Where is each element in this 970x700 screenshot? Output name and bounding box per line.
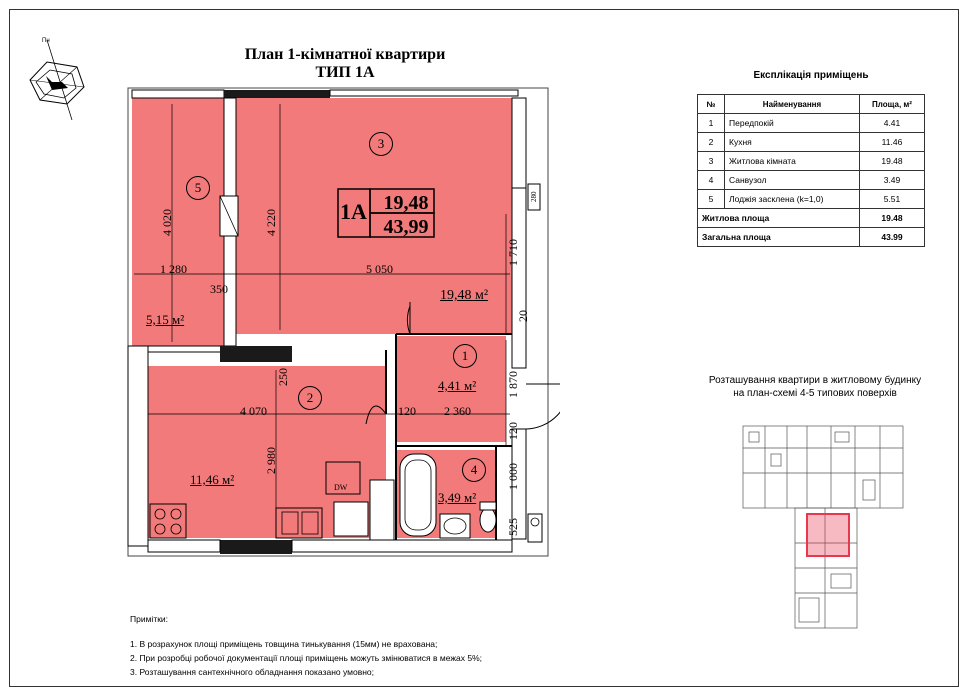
room-3-area: 19,48 м² [440,288,489,303]
note-item-3: 3. Розташування сантехнічного обладнання показано умовно; [130,667,374,677]
dim-4070: 4 070 [240,404,267,418]
plan-subtitle: ТИП 1А [315,64,375,81]
col-area-header: Площа, м² [860,95,925,114]
row-number: 3 [698,152,725,171]
row-area: 19.48 [860,152,925,171]
explication-title: Експлікація приміщень [753,70,869,81]
location-line-1: Розташування квартири в житловому будинку [708,375,922,386]
dim-5050: 5 050 [366,262,393,276]
dim-4220: 4 220 [264,209,278,236]
row-number: 5 [698,190,725,209]
living-area-value: 19.48 [860,209,925,228]
dim-1710: 1 710 [506,239,520,266]
badge-living-area: 19,48 [383,192,429,214]
explication-table [697,94,925,247]
floor-plan [120,84,560,564]
dim-2360: 2 360 [444,404,471,418]
table-row [698,171,925,190]
room-1-area: 4,41 м² [438,378,477,393]
compass-label: Пн [42,38,50,44]
total-area-label: Загальна площа [698,228,860,247]
dim-1000: 1 000 [506,463,520,490]
col-number-header: № [698,95,725,114]
building-key-plan [735,418,915,638]
badge-total-area: 43,99 [383,216,429,238]
compass-rose-icon [22,32,92,127]
row-number: 1 [698,114,725,133]
room-2-area: 11,46 м² [190,472,235,487]
dim-250: 250 [276,368,290,386]
dim-120a: 120 [398,404,416,418]
note-item-2: 2. При розробці робочої документації площі приміщень можуть змінюватися в межах 5%; [130,653,483,663]
room-5-fill [132,98,224,346]
location-title [695,374,935,400]
row-name: Санвузол [725,171,860,190]
dim-350: 350 [210,282,228,296]
dishwasher-label: DW [334,483,348,492]
row-number: 4 [698,171,725,190]
living-area-label: Житлова площа [698,209,860,228]
col-name-header: Найменування [725,95,860,114]
dim-280: 280 [530,191,538,202]
total-area-value: 43.99 [860,228,925,247]
dim-20: 20 [516,310,530,322]
dim-525: 525 [506,518,520,536]
row-area: 3.49 [860,171,925,190]
room-2-number: 2 [298,386,322,410]
living-area-row [698,209,925,228]
dim-1870: 1 870 [506,371,520,398]
location-line-2: на план-схемі 4-5 типових поверхів [733,388,897,399]
note-item-1: 1. В розрахунок площі приміщень товщина тинькування (15мм) не врахована; [130,639,438,649]
total-area-row [698,228,925,247]
table-row [698,133,925,152]
table-row [698,114,925,133]
plan-title: План 1-кімнатної квартири [244,46,446,63]
row-name: Лоджія засклена (k=1,0) [725,190,860,209]
table-row [698,190,925,209]
room-5-number: 5 [186,176,210,200]
row-area: 4.41 [860,114,925,133]
room-5-area: 5,15 м² [146,312,185,327]
room-1-number: 1 [453,344,477,368]
room-4-area: 3,49 м² [438,490,477,505]
dim-2980: 2 980 [264,447,278,474]
dim-4020: 4 020 [160,209,174,236]
highlighted-apartment [807,514,849,556]
dim-1280: 1 280 [160,262,187,276]
row-area: 5.51 [860,190,925,209]
notes-header: Примітки: [130,614,169,624]
row-name: Житлова кімната [725,152,860,171]
table-header-row [698,95,925,114]
row-number: 2 [698,133,725,152]
room-3-number: 3 [369,132,393,156]
row-area: 11.46 [860,133,925,152]
table-row [698,152,925,171]
room-4-number: 4 [462,458,486,482]
row-name: Кухня [725,133,860,152]
dim-120b: 120 [506,422,520,440]
apartment-type-label: 1А [340,199,367,224]
row-name: Передпокій [725,114,860,133]
